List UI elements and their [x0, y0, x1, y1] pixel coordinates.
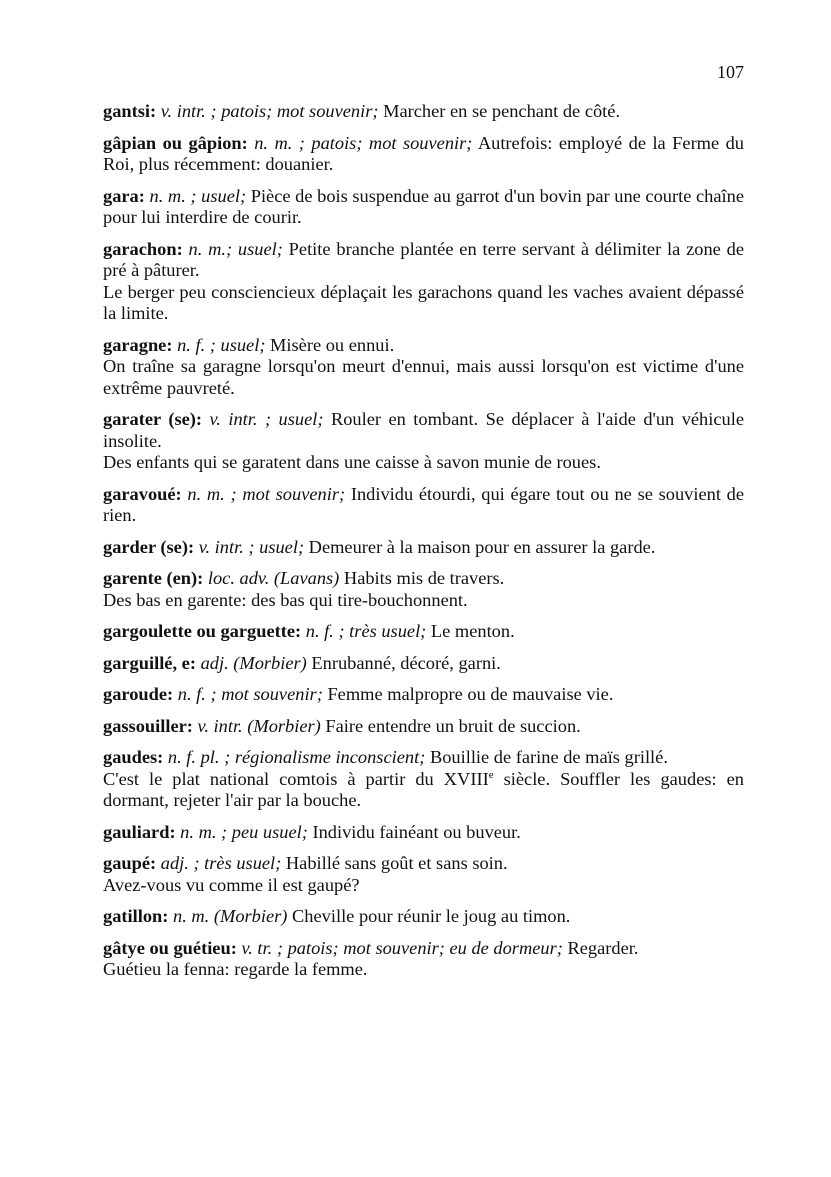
entry-headword: garavoué	[103, 483, 176, 504]
entry-grammar: n. m. ; patois; mot souvenir;	[254, 132, 473, 153]
entry-garguille	[103, 653, 744, 675]
entry-headword: garente (en)	[103, 568, 198, 588]
entry-headword: gaupé	[103, 853, 151, 873]
entry-headword: gantsi	[103, 101, 151, 121]
entry-grammar: v. intr. (Morbier)	[197, 715, 321, 736]
entry-separator: :	[189, 652, 201, 673]
entry-gantsi	[103, 101, 744, 123]
entry-definition: Faire entendre un bruit de succion.	[320, 715, 581, 736]
entry-garagne	[103, 335, 744, 400]
entry-garavoue	[103, 484, 744, 527]
entry-example: Le berger peu consciencieux déplaçait les garachons quand les vaches avaient dépassé la limite.	[103, 281, 744, 323]
entry-separator: :	[167, 684, 178, 704]
entry-gapian	[103, 133, 744, 176]
entry-garoude	[103, 684, 744, 706]
entry-garachon	[103, 239, 744, 325]
entry-separator: :	[169, 821, 181, 842]
entry-separator: :	[138, 185, 150, 206]
entry-headword: gâpian ou gâpion	[103, 132, 242, 153]
entry-definition: Misère ou ennui.	[265, 334, 395, 355]
entry-headword: gassouiller	[103, 715, 187, 736]
entry-gauliard	[103, 822, 744, 844]
entry-separator: :	[186, 715, 198, 736]
entry-separator: :	[150, 101, 161, 121]
entry-grammar: v. intr. ; usuel;	[198, 536, 305, 557]
entry-example-text: siècle. Souffler les gaudes: en dormant, rejeter l'air par la bouche.	[103, 768, 744, 810]
entry-example	[103, 769, 744, 812]
entry-separator: :	[187, 536, 199, 557]
entry-separator: :	[195, 409, 210, 429]
entry-definition: Habillé sans goût et sans soin.	[281, 853, 508, 873]
entry-gaudes	[103, 747, 744, 812]
entry-headword: gargoulette ou garguette	[103, 621, 296, 641]
entry-headword: gauliard	[103, 821, 170, 842]
entry-definition: Petite branche plantée en terre servant à délimiter la zone de pré à pâturer.	[103, 238, 744, 280]
entry-example-text: C'est le plat national comtois à partir du XVIII	[103, 768, 489, 789]
entry-grammar: loc. adv. (Lavans)	[207, 568, 340, 588]
entry-grammar: v. tr. ; patois; mot souvenir; eu de dormeur;	[241, 937, 563, 958]
entry-definition: Demeurer à la maison pour en assurer la garde.	[304, 536, 656, 557]
entry-grammar: n. f. pl. ; régionalisme inconscient;	[167, 747, 426, 767]
entry-separator: :	[176, 238, 189, 259]
entry-headword: gara	[103, 185, 139, 206]
entry-example: Avez-vous vu comme il est gaupé?	[103, 874, 360, 895]
entry-garente	[103, 568, 744, 611]
entry-grammar: n. f. ; mot souvenir;	[177, 684, 323, 704]
entry-separator: :	[295, 621, 306, 641]
entry-definition: Bouillie de farine de maïs grillé.	[425, 747, 668, 767]
entry-grammar: adj. (Morbier)	[200, 652, 307, 673]
entry-grammar: n. m.; usuel;	[188, 238, 283, 259]
entry-gargoulette	[103, 621, 744, 643]
entry-grammar: v. intr. ; usuel;	[209, 409, 324, 429]
entry-definition: Autrefois: employé de la Ferme du Roi, plus récemment: douanier.	[103, 132, 744, 174]
entry-definition: Individu fainéant ou buveur.	[307, 821, 521, 842]
entry-headword: gatillon	[103, 906, 163, 926]
entry-definition: Rouler en tombant. Se déplacer à l'aide d'un véhicule insolite.	[103, 409, 744, 451]
entry-headword: gaudes	[103, 747, 158, 767]
entry-grammar: n. f. ; très usuel;	[305, 621, 427, 641]
entry-definition: Pièce de bois suspendue au garrot d'un bovin par une courte chaîne pour lui interdire de courir.	[103, 185, 744, 227]
entry-example: Guétieu la fenna: regarde la femme.	[103, 959, 368, 979]
entry-gatillon	[103, 906, 744, 928]
entry-gatye	[103, 938, 744, 981]
entry-grammar: n. m. ; mot souvenir;	[187, 483, 346, 504]
page-number: 107	[717, 62, 744, 82]
entry-separator: :	[241, 132, 255, 153]
entry-definition: Marcher en se penchant de côté.	[378, 101, 621, 121]
entry-example: Des enfants qui se garatent dans une caisse à savon munie de roues.	[103, 452, 601, 472]
entry-separator: :	[166, 334, 178, 355]
dictionary-entries	[103, 101, 744, 991]
entry-gaupe	[103, 853, 744, 896]
entry-grammar: adj. ; très usuel;	[160, 853, 282, 873]
entry-headword: garachon	[103, 238, 177, 259]
entry-headword: garder (se)	[103, 536, 188, 557]
entry-example: Des bas en garente: des bas qui tire-bouchonnent.	[103, 589, 468, 610]
entry-garater	[103, 409, 744, 474]
entry-gara	[103, 186, 744, 229]
entry-definition: Individu étourdi, qui égare tout ou ne se souvient de rien.	[103, 483, 745, 525]
entry-gassouiller	[103, 716, 744, 738]
entry-grammar: v. intr. ; patois; mot souvenir;	[160, 101, 379, 121]
entry-definition: Le menton.	[426, 621, 515, 641]
entry-headword: garagne	[103, 334, 167, 355]
entry-garder	[103, 537, 744, 559]
entry-separator: :	[150, 853, 161, 873]
entry-definition: Enrubanné, décoré, garni.	[306, 652, 501, 673]
entry-separator: :	[197, 568, 208, 588]
entry-headword: garater (se)	[103, 409, 196, 429]
entry-grammar: n. m. ; usuel;	[149, 185, 247, 206]
entry-headword: garguillé, e	[103, 652, 190, 673]
entry-grammar: n. m. ; peu usuel;	[180, 821, 308, 842]
entry-grammar: n. f. ; usuel;	[177, 334, 266, 355]
entry-separator: :	[175, 483, 188, 504]
entry-headword: garoude	[103, 684, 168, 704]
entry-grammar: n. m. (Morbier)	[173, 906, 288, 926]
entry-definition: Cheville pour réunir le joug au timon.	[287, 906, 571, 926]
century-superscript: e	[488, 768, 494, 781]
entry-definition: Femme malpropre ou de mauvaise vie.	[322, 684, 614, 704]
entry-definition: Habits mis de travers.	[339, 568, 505, 588]
entry-definition: Regarder.	[562, 937, 639, 958]
entry-headword: gâtye ou guétieu	[103, 937, 231, 958]
entry-separator: :	[230, 937, 242, 958]
entry-separator: :	[157, 747, 168, 767]
entry-separator: :	[162, 906, 174, 926]
entry-example: On traîne sa garagne lorsqu'on meurt d'ennui, mais aussi lorsqu'on est victime d'une extrême pauvreté.	[103, 356, 744, 398]
